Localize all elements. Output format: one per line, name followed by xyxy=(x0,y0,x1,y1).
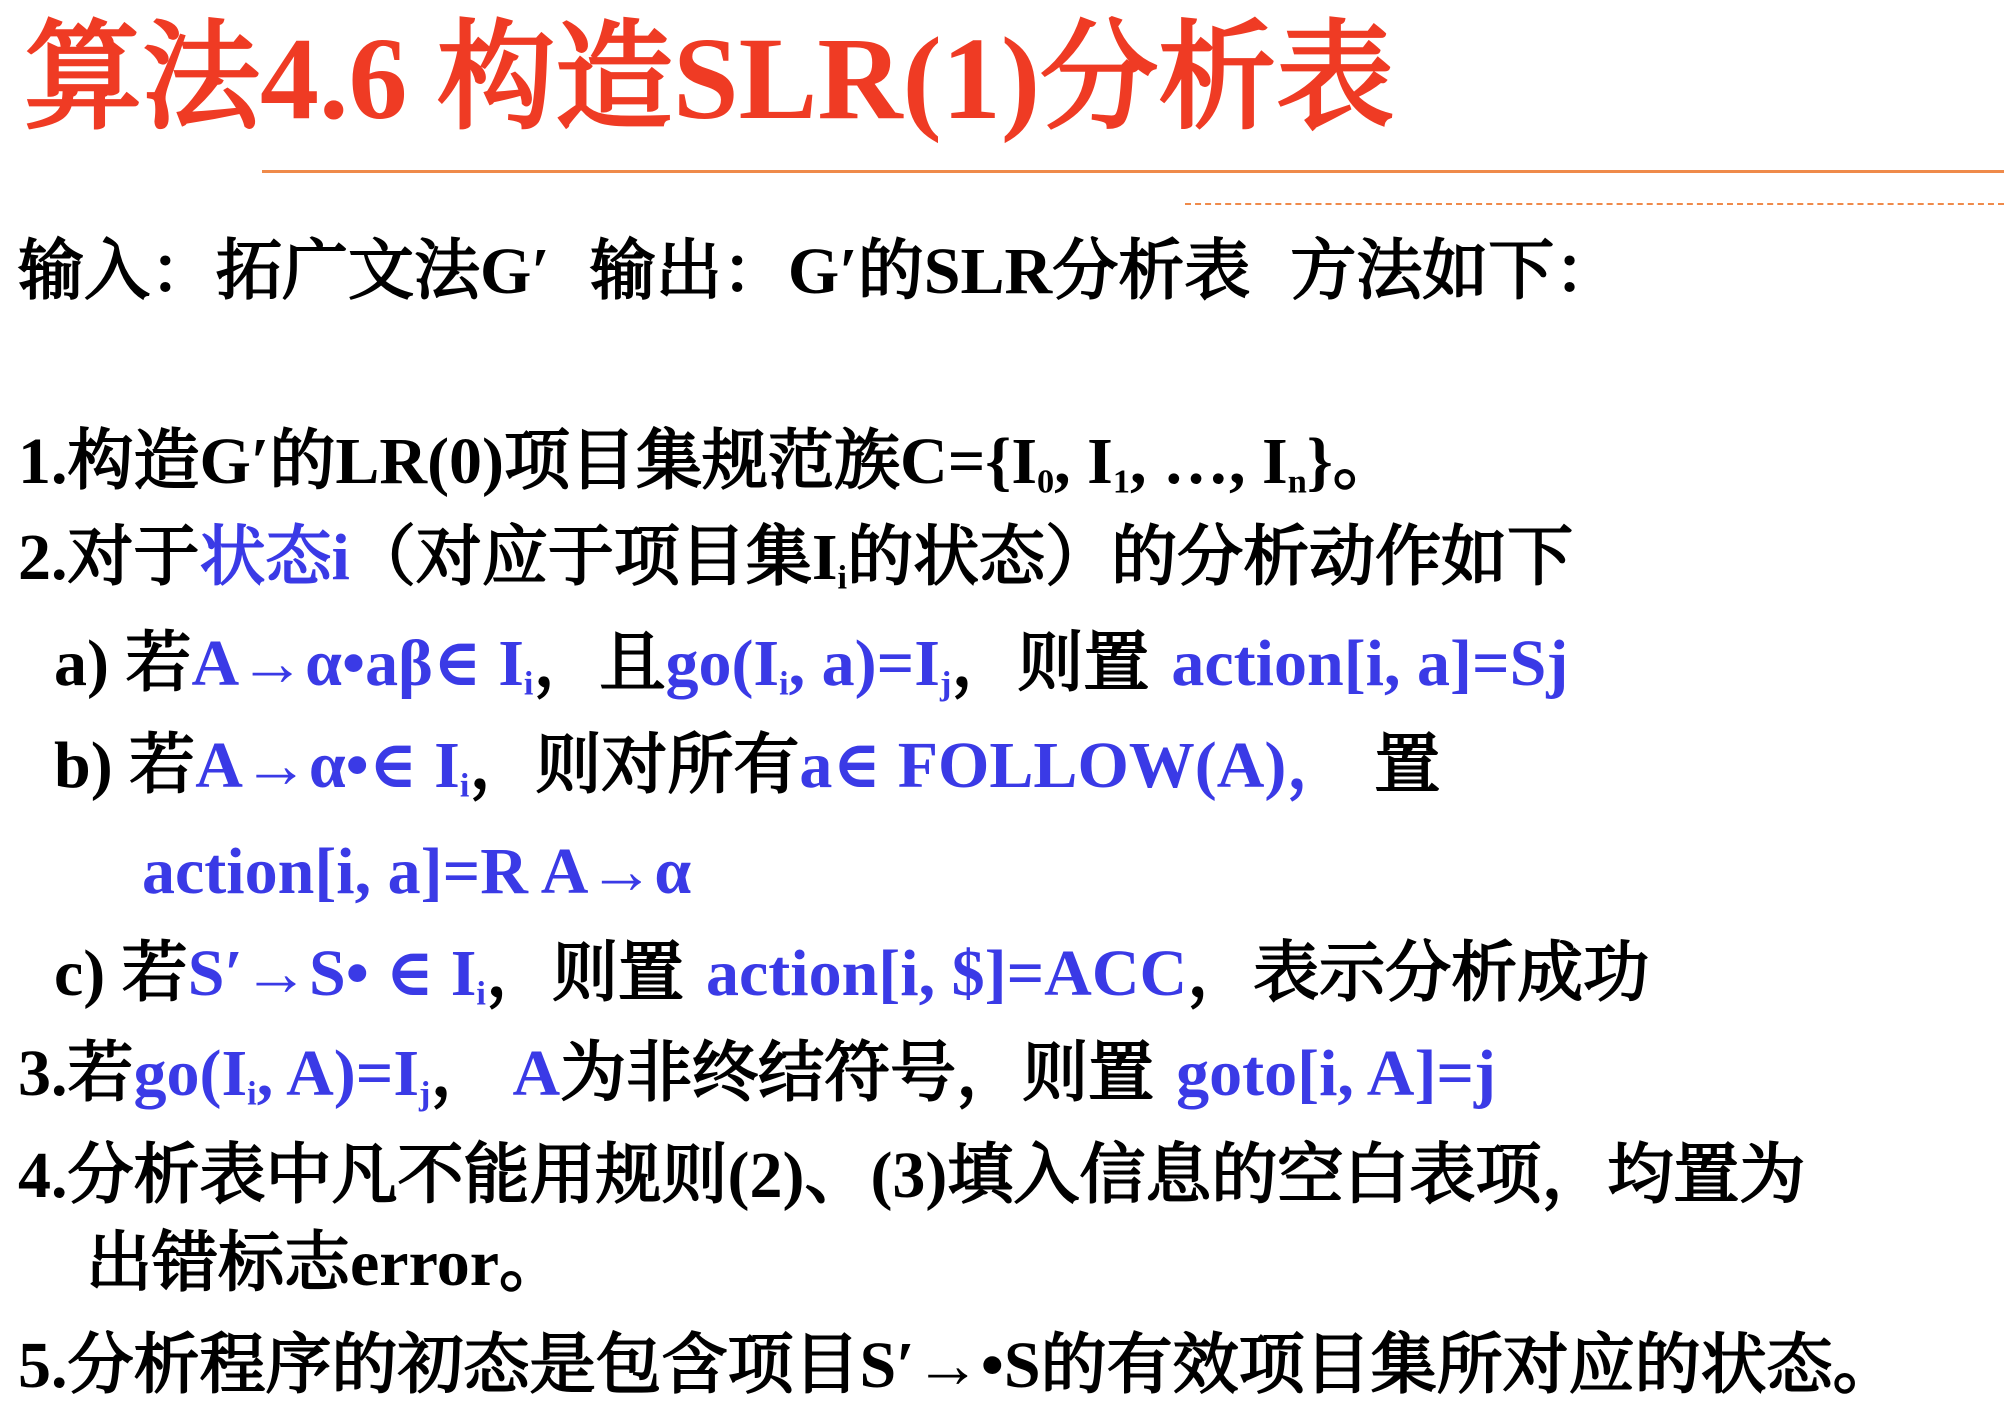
title-underline xyxy=(262,170,2004,173)
io-line xyxy=(18,228,1620,316)
step-3: 3.若$go(I_i$, $A)=I_j$， A为非终结符号，则置 goto[i, A]=j xyxy=(18,1037,1497,1113)
action-shift: action[i, a]=Sj xyxy=(1171,627,1569,700)
step-2b: b) 若A→α•∈ $I_i$，则对所有a∈ FOLLOW(A)， 置 xyxy=(54,729,1441,805)
output-text: 输出：G′的SLR分析表 xyxy=(589,235,1251,308)
action-accept: action[i, $]=ACC xyxy=(705,937,1188,1010)
step-2b-action xyxy=(142,828,691,916)
step-4-cont: 出错标志error。 xyxy=(86,1227,565,1300)
step-2c: c) 若S′→S• ∈ $I_i$，则置 action[i, $]=ACC，表示分析成功 xyxy=(54,937,1650,1013)
step-5: 5.分析程序的初态是包含项目S′→•S的有效项目集所对应的状态。 xyxy=(18,1329,1899,1402)
goto-entry: goto[i, A]=j xyxy=(1176,1037,1497,1110)
title-dashed-rule xyxy=(1185,203,2004,205)
page-title: 算法4.6 构造SLR(1)分析表 xyxy=(24,13,1395,144)
step-2: 2.对于状态i（对应于项目集$I_i$的状态）的分析动作如下 xyxy=(18,521,1574,597)
step-1: 1.构造G′的LR(0)项目集规范族$C=\{I_0$, $I_1$, …, $I_n$}。 xyxy=(18,425,1399,501)
step-4: 4.分析表中凡不能用规则(2)、(3)填入信息的空白表项，均置为 xyxy=(18,1139,1806,1212)
method-text: 方法如下： xyxy=(1290,235,1621,308)
state-i: 状态i xyxy=(199,521,350,594)
input-text: 输入：拓广文法G′ xyxy=(18,235,550,308)
step-2a: a) 若A→α•aβ∈ $I_i$，且$go(I_i$, $a)=I_j$，则置 action[i, a]=Sj xyxy=(54,627,1569,703)
action-reduce: action[i, a]=R A→α xyxy=(142,835,692,908)
